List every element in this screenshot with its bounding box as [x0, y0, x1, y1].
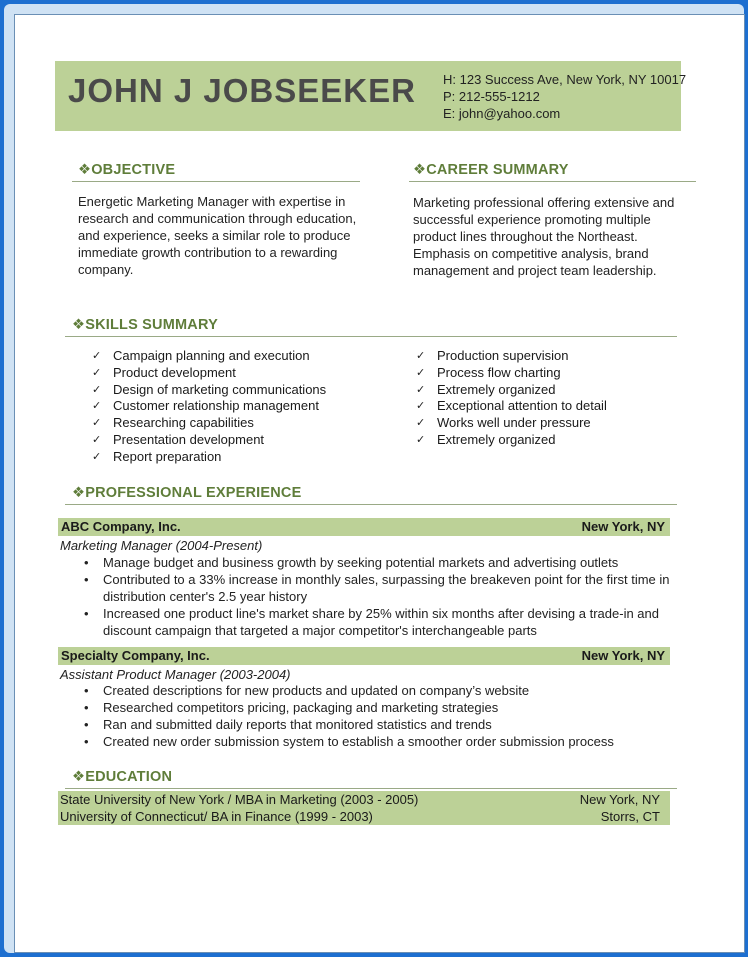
education-location: Storrs, CT: [600, 809, 660, 824]
bullet-text: Ran and submitted daily reports that monitored statistics and trends: [103, 717, 492, 732]
skill-label: Design of marketing communications: [113, 381, 327, 397]
company-location: New York, NY: [581, 648, 665, 663]
email-address[interactable]: E: john@yahoo.com: [443, 106, 561, 121]
company-location: New York, NY: [581, 519, 665, 534]
education-table: [58, 791, 670, 825]
check-icon: ✓: [92, 366, 102, 379]
list-item: [92, 365, 326, 382]
check-icon: ✓: [92, 433, 102, 446]
contact-info: [443, 71, 686, 122]
bullet-text: Researched competitors pricing, packaging and marketing strategies: [103, 700, 499, 715]
list-item: [80, 605, 670, 639]
education-row: [58, 791, 670, 808]
skills-divider: [65, 336, 677, 337]
check-icon: ✓: [416, 383, 426, 396]
skill-label: Production supervision: [437, 348, 569, 363]
resume-header: [55, 61, 687, 131]
bullet-text: Created descriptions for new products and updated on company’s website: [103, 683, 530, 698]
experience-title: ❖PROFESSIONAL EXPERIENCE: [72, 485, 302, 501]
skills-list-left: [92, 348, 326, 466]
list-item: [80, 571, 670, 605]
list-item: [416, 365, 607, 382]
job-bullets-abc: [80, 554, 670, 639]
list-item: [416, 432, 607, 449]
career-summary-text: Marketing professional offering extensive and successful experience promoting multiple product lines throughout the Northeast. Emphasis on competitive analysis, brand management and project team leadership.: [413, 195, 675, 278]
check-icon: ✓: [416, 433, 426, 446]
list-item: [92, 382, 326, 399]
bullet-icon: •: [84, 717, 89, 732]
education-location: New York, NY: [579, 792, 660, 807]
objective-divider: [72, 181, 360, 182]
list-item: [80, 716, 670, 733]
bullet-text: Contributed to a 33% increase in monthly sales, surpassing the breakeven point for the first time in distribution center's 2.5 year history: [103, 572, 670, 604]
company-name: Specialty Company, Inc.: [61, 648, 210, 663]
check-icon: ✓: [416, 366, 426, 379]
list-item: [416, 382, 607, 399]
company-name: ABC Company, Inc.: [61, 519, 181, 534]
home-address: H: 123 Success Ave, New York, NY 10017: [443, 72, 687, 87]
list-item: [416, 415, 607, 432]
skills-list-right: [416, 348, 607, 449]
education-degree: University of Connecticut/ BA in Finance (1999 - 2003): [60, 809, 373, 824]
check-icon: ✓: [416, 350, 426, 362]
bullet-icon: •: [84, 700, 89, 715]
education-title: ❖EDUCATION: [72, 769, 173, 785]
check-icon: ✓: [416, 417, 426, 430]
bullet-icon: •: [84, 555, 89, 570]
skills-title: ❖SKILLS SUMMARY: [72, 317, 218, 333]
list-item: [80, 554, 670, 571]
list-item: [80, 699, 670, 716]
phone-number: P: 212-555-1212: [443, 89, 540, 104]
skill-label: Researching capabilities: [113, 415, 254, 431]
experience-divider: [65, 504, 677, 505]
skill-label: Process flow charting: [437, 364, 561, 380]
skill-label: Report preparation: [113, 448, 222, 464]
check-icon: ✓: [92, 350, 102, 362]
skill-label: Extremely organized: [437, 431, 556, 447]
job-header-abc: [58, 518, 670, 536]
objective-title: ❖OBJECTIVE: [78, 162, 176, 178]
check-icon: ✓: [416, 400, 426, 413]
job-bullets-specialty: [80, 682, 670, 750]
skill-label: Extremely organized: [437, 381, 556, 397]
skill-label: Campaign planning and execution: [113, 348, 310, 363]
career-summary-divider: [409, 181, 696, 182]
list-item: [92, 415, 326, 432]
list-item: [416, 348, 607, 365]
list-item: [92, 432, 326, 449]
bullet-text: Manage budget and business growth by seeking potential markets and advertising outlets: [103, 555, 619, 570]
bullet-icon: •: [84, 683, 89, 698]
bullet-icon: •: [84, 572, 89, 587]
list-item: [80, 733, 670, 750]
list-item: [92, 449, 326, 466]
list-item: [80, 682, 670, 699]
list-item: [92, 348, 326, 365]
list-item: [416, 398, 607, 415]
career-summary-title: ❖CAREER SUMMARY: [413, 162, 569, 178]
job-role: Marketing Manager (2004-Present): [60, 538, 263, 553]
skill-label: Works well under pressure: [437, 415, 591, 431]
objective-text: Energetic Marketing Manager with expertise in research and communication through education, and experience, seeks a similar role to produce immediate growth contribution to a rewarding company.: [78, 194, 357, 277]
check-icon: ✓: [92, 400, 102, 413]
skill-label: Exceptional attention to detail: [437, 398, 607, 414]
skill-label: Customer relationship management: [113, 398, 319, 414]
check-icon: ✓: [92, 417, 102, 430]
list-item: [92, 398, 326, 415]
check-icon: ✓: [92, 383, 102, 396]
bullet-text: Created new order submission system to establish a smoother order submission process: [103, 734, 614, 749]
education-degree: State University of New York / MBA in Marketing (2003 - 2005): [60, 792, 419, 807]
education-row: [58, 808, 670, 825]
skill-label: Presentation development: [113, 431, 265, 447]
check-icon: ✓: [92, 450, 102, 463]
job-role: Assistant Product Manager (2003-2004): [60, 667, 291, 682]
bullet-text: Increased one product line's market share by 25% within six months after devising a trade-in and discount campaign that targeted a major competitor's interchangeable parts: [103, 606, 659, 638]
skill-label: Product development: [113, 364, 236, 380]
job-header-specialty: [58, 647, 670, 665]
candidate-name: JOHN J JOBSEEKER: [68, 72, 416, 109]
bullet-icon: •: [84, 606, 89, 621]
bullet-icon: •: [84, 734, 89, 749]
education-divider: [65, 788, 677, 789]
